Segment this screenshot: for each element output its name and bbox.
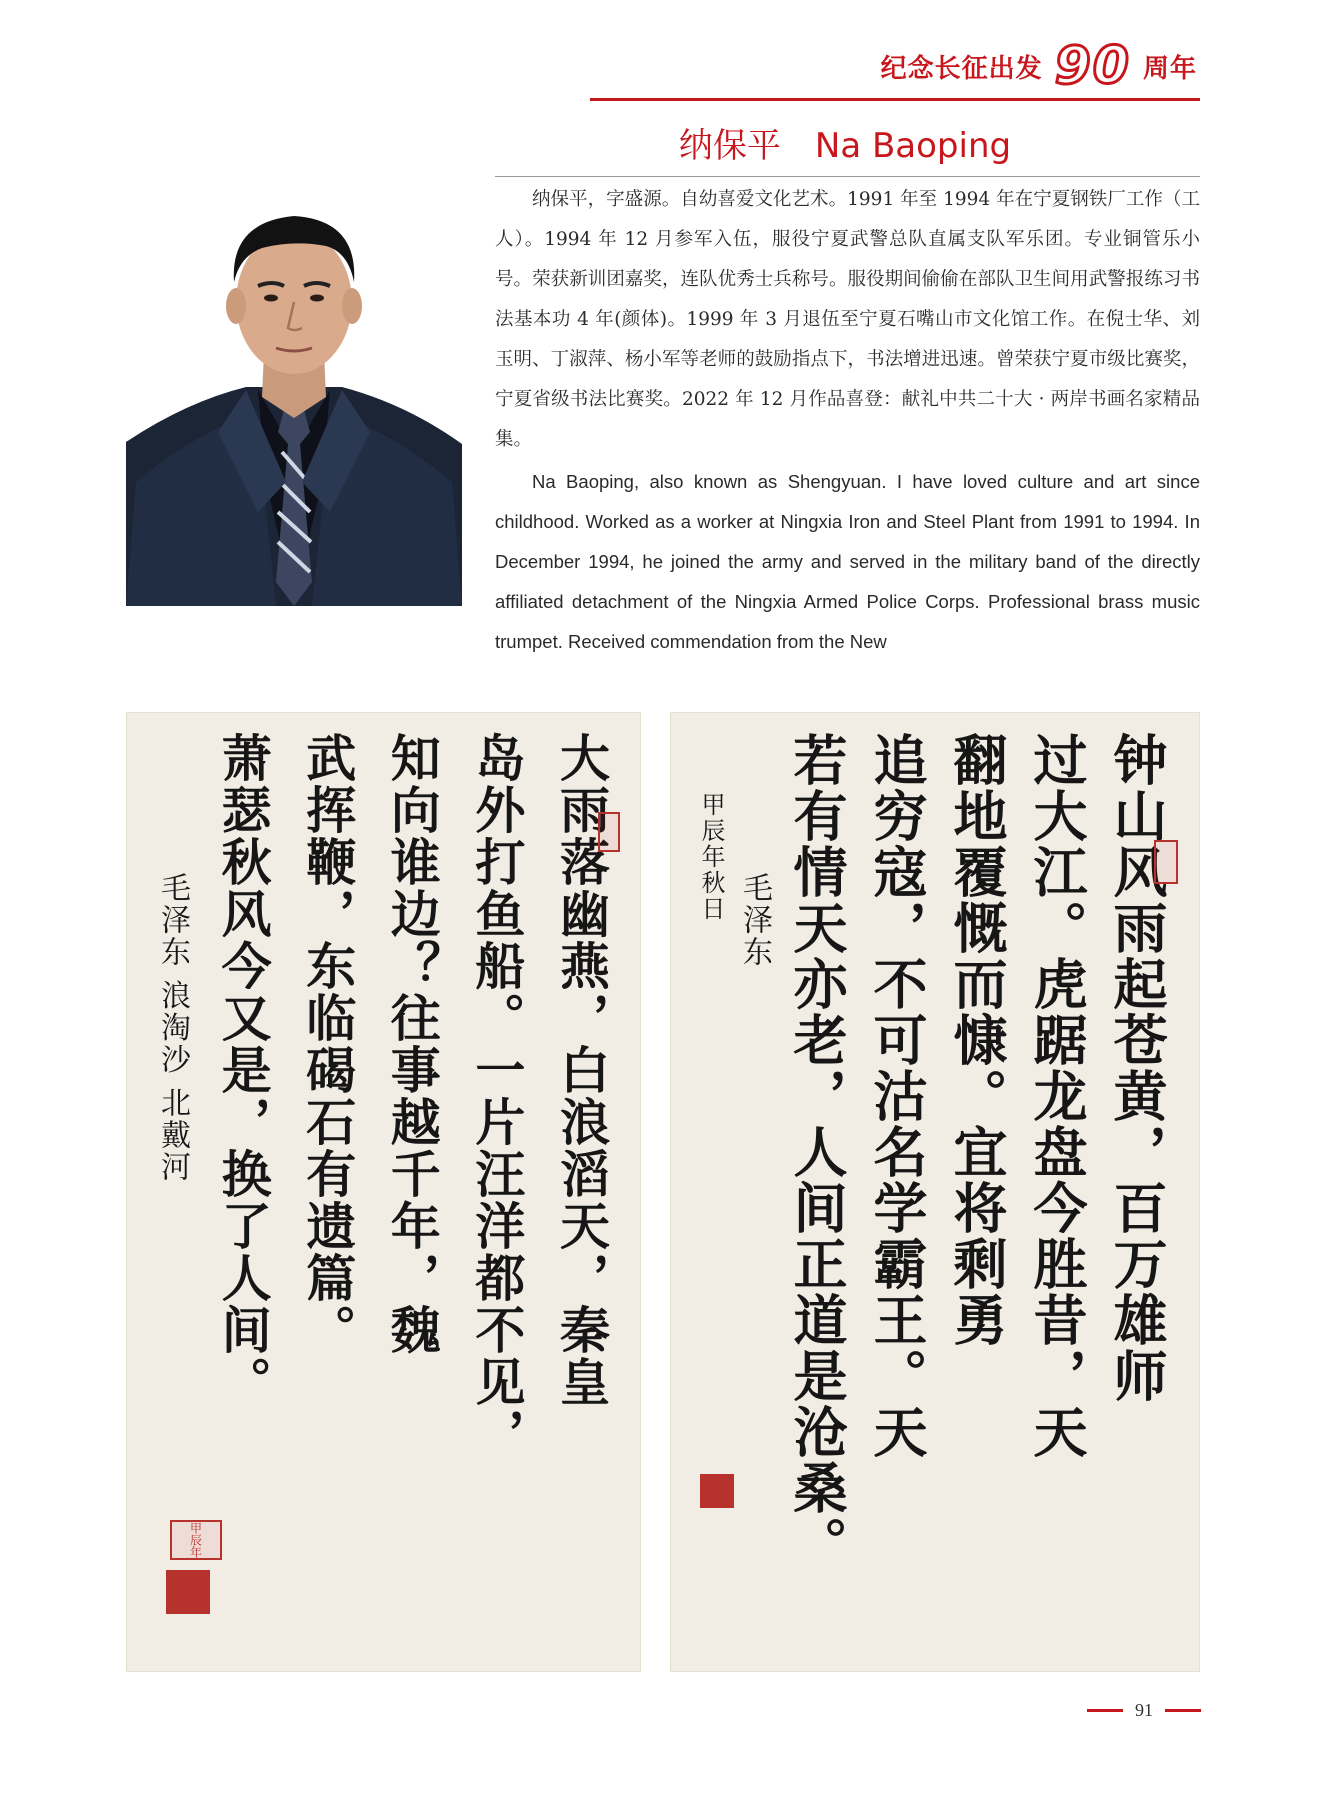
calligraphy-date: 甲辰年秋日: [697, 792, 725, 922]
title-rule: [495, 176, 1200, 177]
header-text-after: 周年: [1142, 53, 1197, 84]
artist-seal-stamp: [700, 1474, 734, 1508]
calligraphy-column: 岛外打鱼船。一片汪洋都不见，: [467, 732, 527, 1460]
calligraphy-column: 追穷寇，不可沽名学霸王。天: [865, 732, 929, 1460]
footer-dash: [1165, 1709, 1201, 1712]
artist-seal-stamp: [166, 1570, 210, 1614]
artist-date-text: 甲辰年: [188, 1522, 203, 1558]
biography-english-text: Na Baoping, also known as Shengyuan. I have loved culture and art since childhood. Worked as a worker at Ningxia Iron and Steel Plant from 1991 to 1994. In December 1994, he joined the army and served in the military band of the directly affiliated detachment of the Ningxia Armed Police Corps. Professional brass music trumpet. Received commendation from the New: [495, 471, 1200, 652]
artist-name-cn: 纳保平: [678, 126, 781, 166]
calligraphy-scroll-right: [670, 712, 1200, 1672]
series-header: [880, 36, 1197, 96]
header-text-before: 纪念长征出发: [880, 53, 1043, 84]
calligraphy-column: 萧瑟秋风今又是，换了人间。: [213, 732, 273, 1408]
page-footer: [1087, 1700, 1201, 1721]
leading-seal-stamp: [598, 812, 620, 852]
artist-date: [170, 1520, 222, 1560]
header-rule: [590, 98, 1200, 101]
biography-english: [495, 462, 1200, 662]
portrait-photo: [126, 182, 462, 606]
footer-dash: [1087, 1709, 1123, 1712]
calligraphy-signature: 毛泽东 浪淘沙 北戴河: [155, 872, 190, 1184]
calligraphy-column: 过大江。虎踞龙盘今胜昔，天: [1025, 732, 1089, 1460]
artist-title: [490, 118, 1200, 167]
calligraphy-signature: 毛泽东: [737, 872, 772, 968]
calligraphy-column: 若有情天亦老，人间正道是沧桑。: [785, 732, 849, 1572]
artist-name-en: Na Baoping: [814, 126, 1012, 166]
calligraphy-column: 翻地覆慨而慷。宜将剩勇: [945, 732, 1009, 1348]
header-anniversary-number: 90: [1054, 36, 1131, 96]
leading-seal-stamp: [1154, 840, 1178, 884]
page-number: 91: [1135, 1700, 1153, 1720]
portrait-illustration: [126, 182, 462, 606]
calligraphy-scroll-left: [126, 712, 641, 1672]
biography-chinese-text: 纳保平，字盛源。自幼喜爱文化艺术。1991 年至 1994 年在宁夏钢铁厂工作（工人）。1994 年 12 月参军入伍，服役宁夏武警总队直属支队军乐团。专业铜管乐小号。荣获新训团嘉奖，连队优秀士兵称号。服役期间偷偷在部队卫生间用武警报练习书法基本功 4 年(颜体)。1999 年 3 月退伍至宁夏石嘴山市文化馆工作。在倪士华、刘玉明、丁淑萍、杨小军等老师的鼓励指点下，书法增进迅速。曾荣获宁夏市级比赛奖，宁夏省级书法比赛奖。2022 年 12 月作品喜登：献礼中共二十大 · 两岸书画名家精品集。: [495, 189, 1200, 450]
calligraphy-column: 大雨落幽燕，白浪滔天，秦皇: [551, 732, 611, 1408]
calligraphy-column: 知向谁边？往事越千年，魏: [382, 732, 442, 1356]
biography-chinese: [495, 180, 1200, 460]
calligraphy-column: 钟山风雨起苍黄，百万雄师: [1105, 732, 1169, 1404]
calligraphy-column: 武挥鞭，东临碣石有遗篇。: [298, 732, 358, 1356]
